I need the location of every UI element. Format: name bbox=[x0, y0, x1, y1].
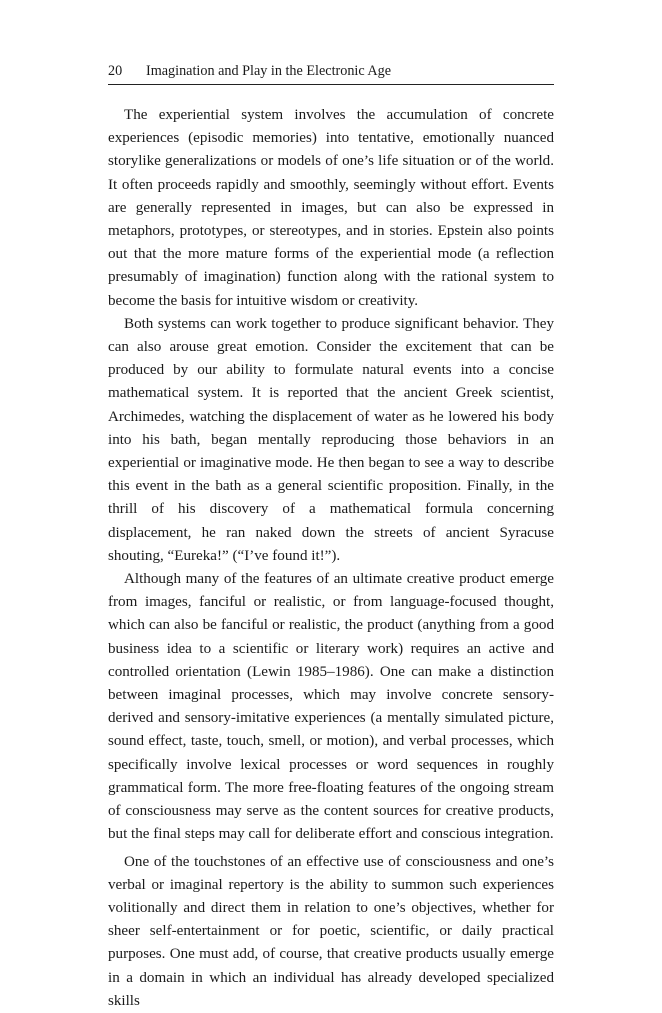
paragraph: The experiential system involves the accumulation of concrete experiences (episodic memories) into tentative, emotionally nuanced storylike generalizations or models of one’s life situation or of the world. It often proceeds rapidly and smoothly, seemingly without effort. Events are generally represented in images, but can also be expressed in metaphors, prototypes, or stereotypes, and in stories. Epstein also points out that the more mature forms of the experiential mode (a reflection presumably of imagination) function along with the rational system to become the basis for intuitive wisdom or creativity. bbox=[108, 107, 554, 309]
running-header bbox=[108, 60, 554, 85]
body-text bbox=[108, 104, 554, 1013]
paragraph: Although many of the features of an ultimate creative product emerge from images, fanciful or realistic, or from language-focused thought, which can also be fanciful or realistic, the product (anything from a good business idea to a scientific or literary work) requires an active and controlled orientation (Lewin 1985–1986). One can make a distinction between imaginal processes, which may involve concrete sensory-derived and sensory-imitative experiences (a mentally simulated picture, sound effect, taste, touch, smell, or motion), and verbal processes, which specifically involve lexical processes or word sequences in roughly grammatical form. The more free-floating features of the ongoing stream of consciousness may serve as the content sources for creative products, but the final steps may call for deliberate effort and conscious integration. bbox=[108, 571, 554, 843]
paragraph: One of the touchstones of an effective use of consciousness and one’s verbal or imaginal repertory is the ability to summon such experiences volitionally and direct them in relation to one’s objectives, whether for sheer self-entertainment or for poetic, scientific, or daily practical purposes. One must add, of course, that creative products usually emerge in a domain in which an individual has already developed specialized skills bbox=[108, 853, 554, 1009]
page-number: 20 bbox=[108, 63, 123, 79]
book-page bbox=[108, 0, 554, 1009]
running-title: Imagination and Play in the Electronic Age bbox=[146, 63, 392, 79]
paragraph: Both systems can work together to produce significant behavior. They can also arouse great emotion. Consider the excitement that can be produced by our ability to formulate natural events into a concise mathematical system. It is reported that the ancient Greek scientist, Archimedes, watching the displacement of water as he lowered his body into his bath, began mentally reproducing those behaviors in an experiential or imaginative mode. He then began to see a way to describe this event in the bath as a general scientific proposition. Finally, in the thrill of his discovery of a mathematical formula concerning displacement, he ran naked down the streets of ancient Syracuse shouting, “Eureka!” (“I’ve found it!”). bbox=[108, 315, 554, 564]
